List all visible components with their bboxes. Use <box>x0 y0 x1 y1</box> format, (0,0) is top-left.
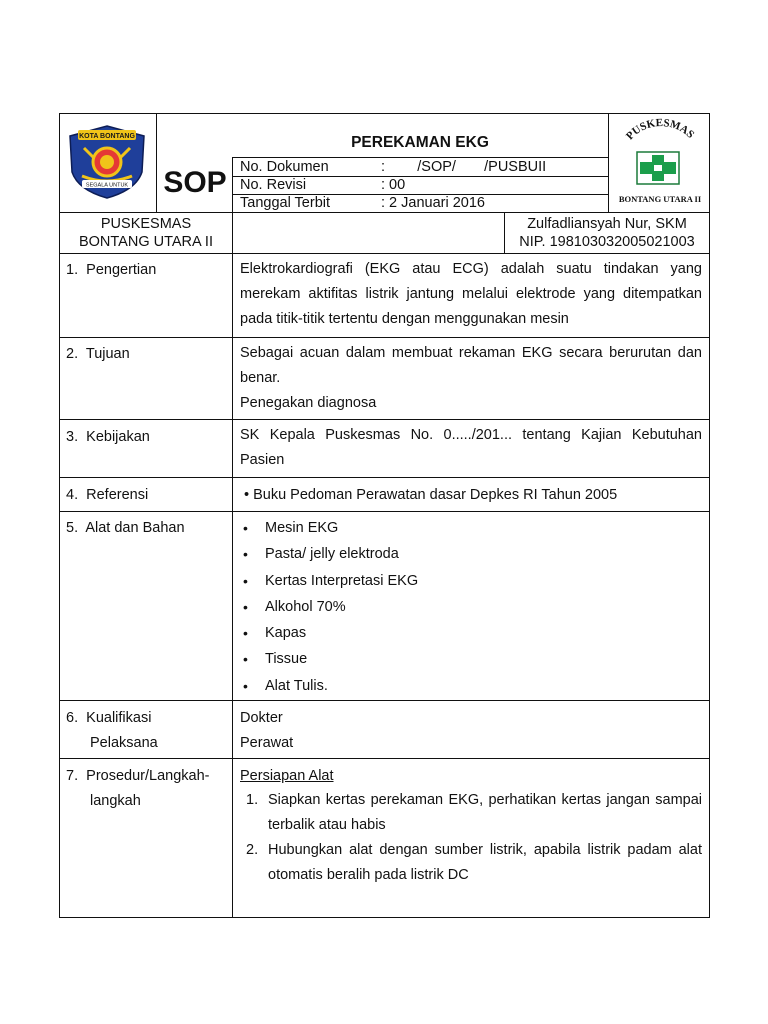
list-item: • Alkohol 70% <box>239 594 699 620</box>
puskesmas-logo <box>615 118 705 208</box>
page-title: PEREKAMAN EKG <box>351 134 489 151</box>
meta-value-dokumen: : /SOP/ /PUSBUII <box>381 159 547 175</box>
section-label-pengertian: 1. Pengertian <box>66 262 157 278</box>
step-number: 2. <box>246 842 259 858</box>
section-label-prosedur: 7. Prosedur/Langkah- <box>66 768 210 784</box>
step-text: Hubungkan alat dengan sumber listrik, apabila listrik padam alat otomatis beralih pada listrik DC <box>268 842 702 883</box>
list-item: • Tissue <box>239 646 699 672</box>
meta-label-dokumen: No. Dokumen <box>240 159 329 175</box>
section-text-tujuan-2: Penegakan diagnosa <box>240 395 377 411</box>
step-number: 1. <box>246 792 259 808</box>
meta-value-tanggal: : 2 Januari 2016 <box>381 195 485 211</box>
prosedur-steps <box>240 788 702 888</box>
section-label-kebijakan: 3. Kebijakan <box>66 429 150 445</box>
kualifikasi-dokter: Dokter <box>240 710 283 726</box>
section-label-kualifikasi: 6. Kualifikasi <box>66 710 152 726</box>
right-logo-top-text: PUSKESMAS <box>623 118 697 143</box>
section-label-kualifikasi-2: Pelaksana <box>90 735 158 751</box>
meta-value-revisi: : 00 <box>381 177 406 193</box>
section-label-prosedur-2: langkah <box>90 793 141 809</box>
section-label-referensi: 4. Referensi <box>66 487 149 503</box>
left-logo-top-text: KOTA BONTANG <box>79 133 135 140</box>
step-text: Siapkan kertas perekaman EKG, perhatikan kertas jangan sampai terbalik atau habis <box>268 792 702 833</box>
kualifikasi-perawat: Perawat <box>240 735 294 751</box>
section-text-kebijakan: SK Kepala Puskesmas No. 0...../201... tentang Kajian Kebutuhan Pasien <box>240 427 702 468</box>
svg-text:PUSKESMAS <box>624 118 697 142</box>
section-label-alat: 5. Alat dan Bahan <box>66 520 185 536</box>
prosedur-subheading: Persiapan Alat <box>240 768 334 784</box>
section-text-tujuan: Sebagai acuan dalam membuat rekaman EKG secara berurutan dan benar. <box>240 345 702 386</box>
section-item-referensi: • Buku Pedoman Perawatan dasar Depkes RI Tahun 2005 <box>244 487 618 503</box>
sop-label: SOP <box>163 166 227 199</box>
alat-list <box>239 515 699 699</box>
list-item: • Alat Tulis. <box>239 673 699 699</box>
section-label-tujuan: 2. Tujuan <box>66 346 130 362</box>
list-item: • Kapas <box>239 620 699 646</box>
meta-label-revisi: No. Revisi <box>240 177 307 193</box>
left-logo-bottom-text: SEGALA UNTUK <box>85 182 129 189</box>
signer-name: Zulfadliansyah Nur, SKM <box>527 216 687 232</box>
right-logo-bottom-text: BONTANG UTARA II <box>618 194 702 204</box>
org-name-line1: PUSKESMAS <box>100 216 192 232</box>
org-name-line2: BONTANG UTARA II <box>78 234 213 250</box>
kota-bontang-logo <box>64 124 150 200</box>
list-item: • Kertas Interpretasi EKG <box>239 568 699 594</box>
list-item: • Mesin EKG <box>239 515 699 541</box>
signer-nip: NIP. 198103032005021003 <box>519 234 695 250</box>
meta-label-tanggal: Tanggal Terbit <box>240 195 331 211</box>
list-item <box>240 838 702 888</box>
list-item <box>240 788 702 838</box>
list-item: • Pasta/ jelly elektroda <box>239 541 699 567</box>
section-text-pengertian: Elektrokardiografi (EKG atau ECG) adalah suatu tindakan yang merekam aktifitas listrik jantung melalui elektrode yang ditempatkan pada titik-titik tertentu dengan menggunakan mesin <box>240 261 702 327</box>
